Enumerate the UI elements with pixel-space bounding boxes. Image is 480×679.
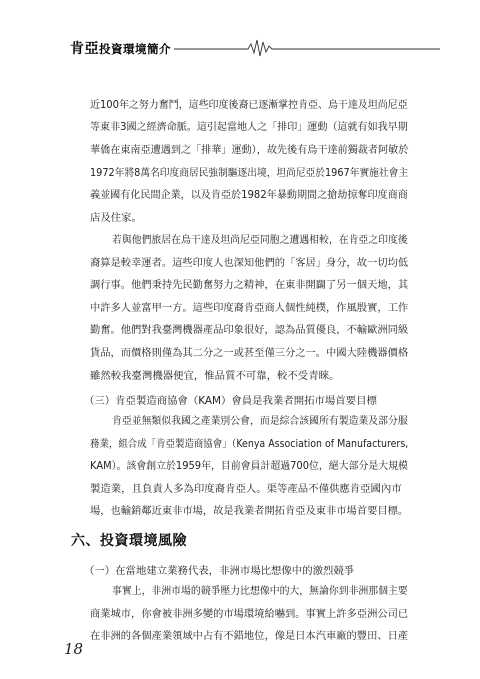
section-heading: 六、投資環境風險: [71, 533, 187, 549]
text-line: 在非洲的各個產業領域中占有不錯地位，像是日本汽車廠的豐田、日產: [90, 630, 409, 642]
header-title: 肯亞投資環境簡介: [70, 41, 171, 57]
text-line: 肯亞並無類似我國之產業別公會，而是綜合該國所有製造業及部分服: [112, 415, 408, 427]
text-line: 近100年之努力奮鬥，這些印度後裔已逐漸掌控肯亞、烏干達及坦尚尼亞: [90, 99, 408, 111]
text-line: 裔算是較幸運者。這些印度人也深知他們的「客居」身分，故一切均低: [90, 257, 409, 269]
text-line: KAM）。該會創立於1959年，目前會員計超過700位，絕大部分是大規模: [90, 460, 408, 472]
page-number: 18: [64, 640, 84, 658]
text-line: 製造業，且負責人多為印度裔肯亞人。渠等產品不僅供應肯亞國內市: [90, 483, 402, 495]
text-line: 店及住家。: [90, 212, 142, 224]
text-line: 勤奮。他們對我臺灣機器產品印象很好，認為品質優良，不輸歐洲同級: [90, 324, 409, 336]
text-line: 1972年將8萬名印度商居民強制驅逐出境，坦尚尼亞於1967年實施社會主: [90, 167, 409, 179]
text-line: 務業，組合成「肯亞製造商協會」（Kenya Association of Manufacturers,: [90, 438, 409, 450]
text-line: 事實上，非洲市場的競爭壓力比想像中的大，無論你到非洲那個主要: [112, 585, 408, 597]
text-line: 貨品，而價格則僅為其二分之一或甚至僅三分之一。中國大陸機器價格: [90, 347, 409, 359]
text-line: 義並國有化民間企業，以及肯亞於1982年暴動期間之搶劫掠奪印度商商: [90, 189, 408, 201]
text-line: 中許多人並富甲一方。這些印度裔肯亞商人個性純樸，作風殷實，工作: [90, 302, 409, 314]
text-line: 若與他們旅居在烏干達及坦尚尼亞同胞之遭遇相較，在肯亞之印度後: [112, 234, 408, 246]
subsection-heading: （三）肯亞製造商協會（KAM）會員是我業者開拓市場首要目標: [84, 395, 377, 407]
text-line: 調行事。他們秉持先民勤奮努力之精神，在東非開闢了另一個天地，其: [90, 279, 409, 291]
subsection-heading: （一）在當地建立業務代表，非洲市場比想像中的激烈競爭: [84, 565, 355, 577]
text-line: 等東非3國之經濟命脈。這引起當地人之「排印」運動（這就有如我早期: [90, 121, 408, 133]
running-header: [70, 36, 440, 60]
text-line: 華僑在東南亞遭遇到之「排華」運動），故先後有烏干達前獨裁者阿敏於: [90, 144, 409, 156]
text-line: 雖然較我臺灣機器便宜，惟品質不可靠，較不受青睞。: [90, 370, 340, 382]
text-line: 場，也輸銷鄰近東非市場，故是我業者開拓肯亞及東非市場首要目標。: [90, 505, 409, 517]
text-line: 商業城市，你會被非洲多變的市場環境給嚇到。事實上許多亞洲公司已: [90, 608, 409, 620]
